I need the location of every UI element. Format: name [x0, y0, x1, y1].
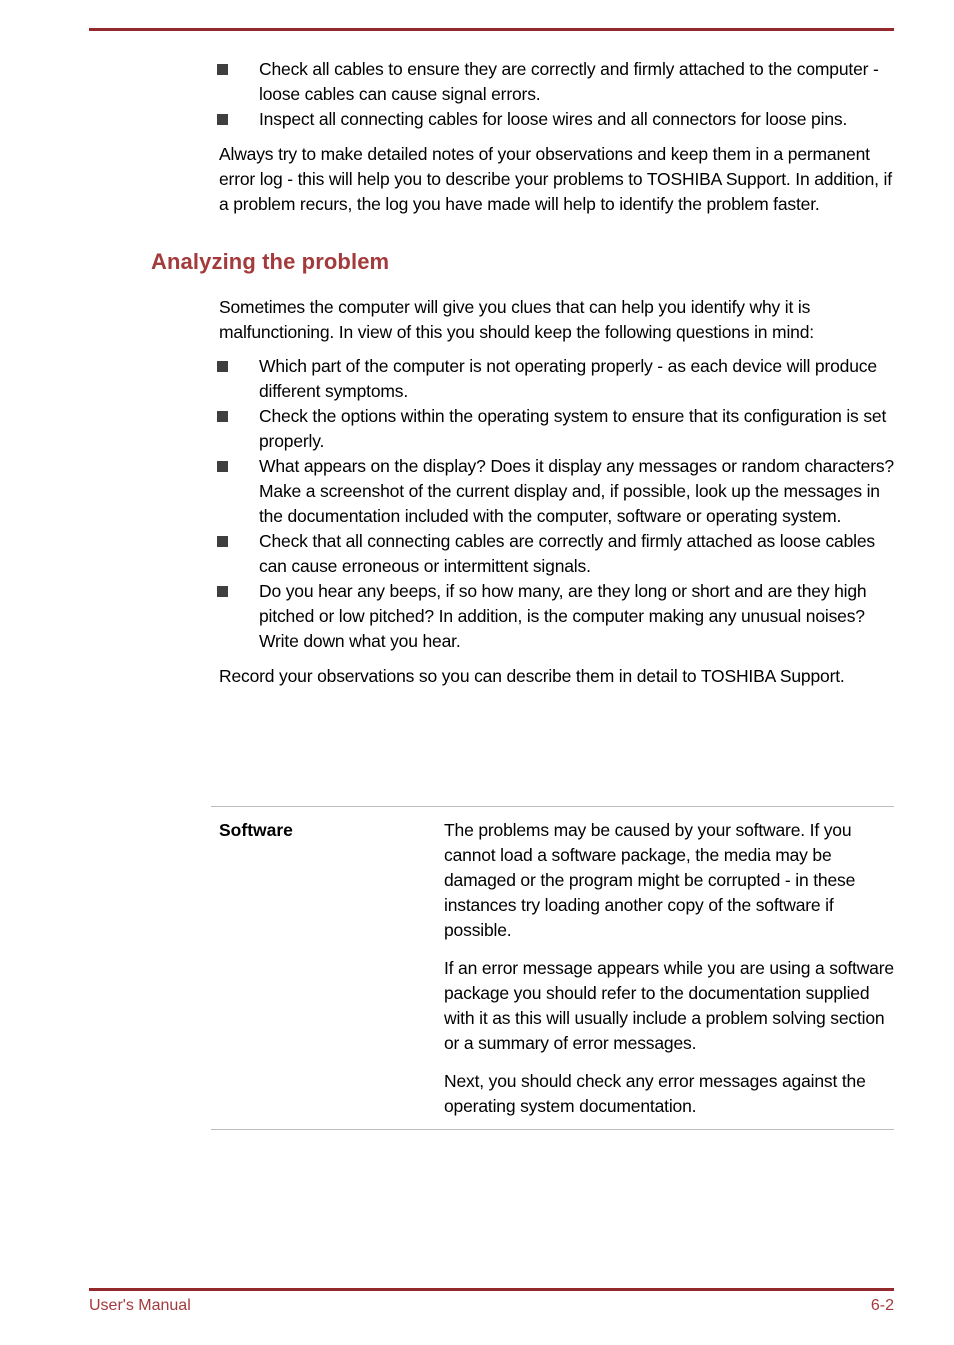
- page-content: [0, 57, 954, 689]
- footer-rule: [89, 1288, 894, 1291]
- square-bullet-icon: [217, 461, 228, 472]
- list-item-text: What appears on the display? Does it display any messages or random characters? Make a screenshot of the current display and, if possible, look up the messages in the documentation included with the computer, software or operating system.: [259, 456, 894, 526]
- list-item: [0, 454, 954, 529]
- list-item-text: Check that all connecting cables are correctly and firmly attached as loose cables can cause erroneous or intermittent signals.: [259, 531, 875, 576]
- list-item: [0, 354, 954, 404]
- table-bottom-rule: [211, 1129, 894, 1130]
- square-bullet-icon: [217, 411, 228, 422]
- list-item: [0, 404, 954, 454]
- list-item: [0, 529, 954, 579]
- top-bullet-list: [0, 57, 954, 132]
- list-item: [0, 579, 954, 654]
- list-item-text: Which part of the computer is not operating properly - as each device will produce different symptoms.: [259, 356, 877, 401]
- table-description-paragraph: Next, you should check any error messages against the operating system documentation.: [444, 1071, 866, 1116]
- footer-page-number: 6-2: [870, 1297, 894, 1314]
- list-item-text: Check all cables to ensure they are correctly and firmly attached to the computer - loose cables can cause signal errors.: [259, 59, 879, 104]
- intro-paragraph: Always try to make detailed notes of your observations and keep them in a permanent error log - this will help you to describe your problems to TOSHIBA Support. In addition, if a problem recurs, the log you have made will help to identify the problem faster.: [219, 144, 892, 214]
- list-item-text: Inspect all connecting cables for loose wires and all connectors for loose pins.: [259, 109, 848, 129]
- page-footer: [89, 1295, 894, 1317]
- table-description-paragraph: The problems may be caused by your software. If you cannot load a software package, the media may be damaged or the program might be corrupted - in these instances try loading another copy of the software if possible.: [444, 820, 856, 940]
- header-rule: [89, 28, 894, 31]
- list-item-text: Check the options within the operating system to ensure that its configuration is set properly.: [259, 406, 887, 451]
- list-item: [0, 57, 954, 107]
- square-bullet-icon: [217, 361, 228, 372]
- table-description-cell: [444, 818, 894, 1119]
- definition-table: [211, 806, 894, 1130]
- section-closing-paragraph: Record your observations so you can describe them in detail to TOSHIBA Support.: [219, 666, 845, 686]
- list-item: [0, 107, 954, 132]
- section-bullet-list: [0, 354, 954, 654]
- square-bullet-icon: [217, 64, 228, 75]
- square-bullet-icon: [217, 586, 228, 597]
- page-title: Analyzing the problem: [151, 249, 390, 274]
- list-item-text: Do you hear any beeps, if so how many, are they long or short and are they high pitched or low pitched? In addition, is the computer making any unusual noises? Write down what you hear.: [259, 581, 867, 651]
- square-bullet-icon: [217, 114, 228, 125]
- footer-manual-label: User's Manual: [89, 1297, 191, 1314]
- table-row: [211, 807, 894, 1129]
- square-bullet-icon: [217, 536, 228, 547]
- section-lead-paragraph: Sometimes the computer will give you clues that can help you identify why it is malfunctioning. In view of this you should keep the following questions in mind:: [219, 297, 814, 342]
- table-description-paragraph: If an error message appears while you are using a software package you should refer to the documentation supplied with it as this will usually include a problem solving section or a summary of error messages.: [444, 958, 894, 1053]
- table-term-cell: Software: [219, 820, 293, 840]
